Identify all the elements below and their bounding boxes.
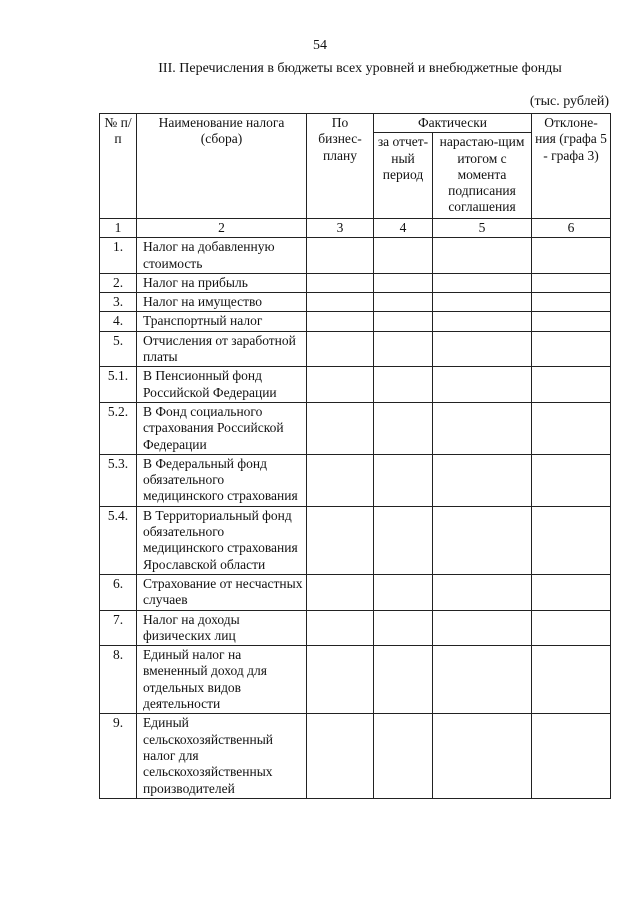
tax-name: Налог на имущество xyxy=(137,293,307,312)
deviation-cell xyxy=(532,331,611,367)
deviation-cell xyxy=(532,714,611,798)
header-actual: Фактически xyxy=(374,114,532,133)
table-row xyxy=(100,293,611,312)
plan-cell xyxy=(307,293,374,312)
tax-name: Налог на прибыль xyxy=(137,273,307,292)
actual-cumulative-cell xyxy=(433,646,532,714)
section-title: III. Перечисления в бюджеты всех уровней и внебюджетные фонды xyxy=(158,61,562,76)
tax-name: Налог на добавленную стоимость xyxy=(137,238,307,274)
table-row xyxy=(100,238,611,274)
table-row xyxy=(100,312,611,331)
actual-period-cell xyxy=(374,610,433,646)
column-number: 3 xyxy=(307,219,374,238)
plan-cell xyxy=(307,714,374,798)
deviation-cell xyxy=(532,610,611,646)
plan-cell xyxy=(307,646,374,714)
table-row xyxy=(100,454,611,506)
table-row xyxy=(100,331,611,367)
row-number: 1. xyxy=(100,238,137,274)
tax-name: Транспортный налог xyxy=(137,312,307,331)
actual-period-cell xyxy=(374,454,433,506)
row-number: 8. xyxy=(100,646,137,714)
deviation-cell xyxy=(532,402,611,454)
table-body xyxy=(100,238,611,799)
actual-cumulative-cell xyxy=(433,238,532,274)
tax-name: В Территориальный фонд обязательного медицинского страхования Ярославской области xyxy=(137,506,307,574)
plan-cell xyxy=(307,454,374,506)
row-number: 3. xyxy=(100,293,137,312)
header-name: Наименование налога (сбора) xyxy=(137,114,307,219)
row-number: 5. xyxy=(100,331,137,367)
actual-period-cell xyxy=(374,714,433,798)
row-number: 5.4. xyxy=(100,506,137,574)
column-number: 1 xyxy=(100,219,137,238)
column-number: 2 xyxy=(137,219,307,238)
actual-cumulative-cell xyxy=(433,610,532,646)
deviation-cell xyxy=(532,238,611,274)
tax-name: Страхование от несчастных случаев xyxy=(137,574,307,610)
tax-name: В Пенсионный фонд Российской Федерации xyxy=(137,367,307,403)
actual-cumulative-cell xyxy=(433,293,532,312)
deviation-cell xyxy=(532,646,611,714)
plan-cell xyxy=(307,273,374,292)
row-number: 5.1. xyxy=(100,367,137,403)
plan-cell xyxy=(307,506,374,574)
tax-name: В Федеральный фонд обязательного медицинского страхования xyxy=(137,454,307,506)
table-row xyxy=(100,646,611,714)
header-deviation: Отклоне-ния (графа 5 - графа 3) xyxy=(532,114,611,219)
deviation-cell xyxy=(532,574,611,610)
deviation-cell xyxy=(532,367,611,403)
actual-cumulative-cell xyxy=(433,273,532,292)
tax-name: Налог на доходы физических лиц xyxy=(137,610,307,646)
actual-period-cell xyxy=(374,312,433,331)
table-row xyxy=(100,574,611,610)
table-row xyxy=(100,610,611,646)
tax-name: Отчисления от заработной платы xyxy=(137,331,307,367)
plan-cell xyxy=(307,402,374,454)
row-number: 5.2. xyxy=(100,402,137,454)
tax-name: Единый сельскохозяйственный налог для сельскохозяйственных производителей xyxy=(137,714,307,798)
plan-cell xyxy=(307,238,374,274)
actual-cumulative-cell xyxy=(433,402,532,454)
actual-cumulative-cell xyxy=(433,714,532,798)
table-row xyxy=(100,506,611,574)
column-number: 6 xyxy=(532,219,611,238)
actual-period-cell xyxy=(374,402,433,454)
table-row xyxy=(100,402,611,454)
deviation-cell xyxy=(532,293,611,312)
row-number: 4. xyxy=(100,312,137,331)
actual-cumulative-cell xyxy=(433,454,532,506)
actual-cumulative-cell xyxy=(433,331,532,367)
tax-name: В Фонд социального страхования Российской Федерации xyxy=(137,402,307,454)
plan-cell xyxy=(307,610,374,646)
header-actual-cumulative: нарастаю-щим итогом с момента подписания соглашения xyxy=(433,133,532,219)
actual-period-cell xyxy=(374,293,433,312)
column-number: 4 xyxy=(374,219,433,238)
column-number: 5 xyxy=(433,219,532,238)
page-number: 54 xyxy=(313,38,327,53)
actual-period-cell xyxy=(374,367,433,403)
actual-cumulative-cell xyxy=(433,312,532,331)
header-plan: По бизнес-плану xyxy=(307,114,374,219)
plan-cell xyxy=(307,367,374,403)
deviation-cell xyxy=(532,273,611,292)
actual-cumulative-cell xyxy=(433,574,532,610)
tax-name: Единый налог на вмененный доход для отдельных видов деятельности xyxy=(137,646,307,714)
deviation-cell xyxy=(532,312,611,331)
actual-cumulative-cell xyxy=(433,367,532,403)
actual-period-cell xyxy=(374,273,433,292)
header-actual-period: за отчет-ный период xyxy=(374,133,433,219)
table-row xyxy=(100,714,611,798)
units-label: (тыс. рублей) xyxy=(529,94,609,109)
actual-period-cell xyxy=(374,574,433,610)
actual-period-cell xyxy=(374,506,433,574)
table-row xyxy=(100,367,611,403)
row-number: 5.3. xyxy=(100,454,137,506)
column-numbers-row xyxy=(100,219,611,238)
table-row xyxy=(100,273,611,292)
actual-period-cell xyxy=(374,646,433,714)
row-number: 2. xyxy=(100,273,137,292)
deviation-cell xyxy=(532,454,611,506)
deviation-cell xyxy=(532,506,611,574)
header-num: № п/п xyxy=(100,114,137,219)
actual-cumulative-cell xyxy=(433,506,532,574)
row-number: 9. xyxy=(100,714,137,798)
plan-cell xyxy=(307,312,374,331)
plan-cell xyxy=(307,331,374,367)
row-number: 6. xyxy=(100,574,137,610)
actual-period-cell xyxy=(374,238,433,274)
row-number: 7. xyxy=(100,610,137,646)
actual-period-cell xyxy=(374,331,433,367)
header-row xyxy=(100,114,611,133)
tax-payments-table xyxy=(99,113,611,799)
plan-cell xyxy=(307,574,374,610)
